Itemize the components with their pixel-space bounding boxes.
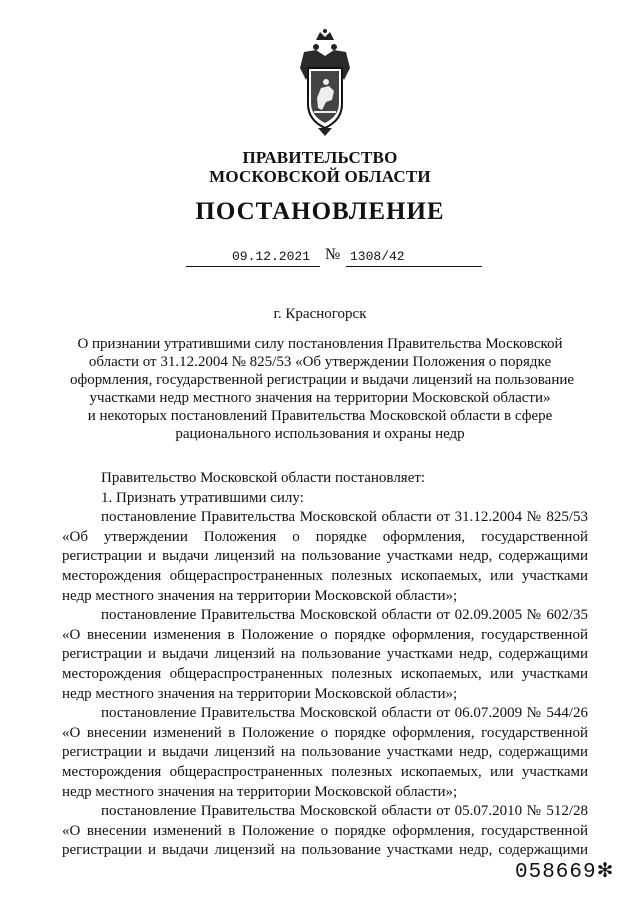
paragraph-line: недр местного значения на территории Московской области»; (62, 587, 458, 604)
subject-line: области от 31.12.2004 № 825/53 «Об утверждении Положения о порядке (88, 354, 552, 370)
document-body (62, 469, 588, 861)
paragraph-line: регистрации и выдачи лицензий на пользование участками недр, содержащими (62, 646, 588, 663)
serial-number-stamp (515, 858, 625, 886)
star-icon: ✻ (596, 858, 615, 882)
subject-line: и некоторых постановлений Правительства Московской области в сфере (87, 408, 553, 424)
document-subject (70, 335, 575, 443)
paragraph-line: «О внесении изменения в Положение о порядке оформления, государственной (62, 626, 588, 643)
date-underline (186, 266, 320, 267)
body-intro: Правительство Московской области постановляет: (101, 470, 426, 486)
document-date: 09.12.2021 (232, 249, 311, 264)
coat-of-arms-icon (296, 28, 354, 138)
body-item-1: 1. Признать утратившими силу: (101, 489, 304, 506)
paragraph-line: регистрации и выдачи лицензий на пользование участками недр, содержащими (62, 744, 588, 761)
paragraph-line: регистрации и выдачи лицензий на пользование участками недр, содержащими (62, 548, 588, 565)
subject-line: оформления, государственной регистрации и выдачи лицензий на пользование (70, 372, 575, 388)
organization-name-line2: МОСКОВСКОЙ ОБЛАСТИ (209, 167, 431, 186)
body-paragraph (62, 508, 588, 606)
paragraph-line: «Об утверждении Положения о порядке оформления, государственной (62, 528, 588, 545)
organization-name-line1: ПРАВИТЕЛЬСТВО (242, 148, 398, 167)
paragraph-line: месторождения общераспространенных полезных ископаемых, или участками (62, 665, 588, 682)
serial-number: 058669 (515, 861, 597, 884)
registration-line (0, 246, 640, 270)
body-paragraph (62, 704, 588, 802)
paragraph-line: «О внесении изменений в Положение о порядке оформления, государственной (62, 724, 588, 741)
city-name: г. Красногорск (273, 306, 367, 322)
paragraph-line: недр местного значения на территории Московской области»; (62, 783, 458, 800)
paragraph-line: постановление Правительства Московской области от 31.12.2004 № 825/53 (101, 509, 588, 526)
body-paragraph (62, 606, 588, 704)
subject-line: О признании утратившими силу постановления Правительства Московской (77, 336, 563, 352)
paragraph-line: недр местного значения на территории Московской области»; (62, 685, 458, 702)
number-underline (346, 266, 482, 267)
subject-line: рационального использования и охраны недр (175, 426, 465, 442)
paragraph-line: «О внесении изменений в Положение о порядке оформления, государственной (62, 822, 588, 839)
subject-line: участками недр местного значения на территории Московской области» (89, 390, 551, 406)
paragraph-line: месторождения общераспространенных полезных ископаемых, или участками (62, 763, 588, 780)
body-paragraph (62, 802, 588, 861)
paragraph-line: постановление Правительства Московской области от 02.09.2005 № 602/35 (101, 607, 588, 624)
paragraph-line: постановление Правительства Московской области от 06.07.2009 № 544/26 (101, 705, 588, 722)
document-number: 1308/42 (350, 249, 405, 264)
paragraph-line: регистрации и выдачи лицензий на пользование участками недр, содержащими (62, 842, 588, 859)
document-type-title: ПОСТАНОВЛЕНИЕ (195, 198, 445, 225)
paragraph-line: месторождения общераспространенных полезных ископаемых, или участками (62, 567, 588, 584)
paragraph-line: постановление Правительства Московской области от 05.07.2010 № 512/28 (101, 803, 588, 820)
number-sign: № (325, 246, 341, 263)
